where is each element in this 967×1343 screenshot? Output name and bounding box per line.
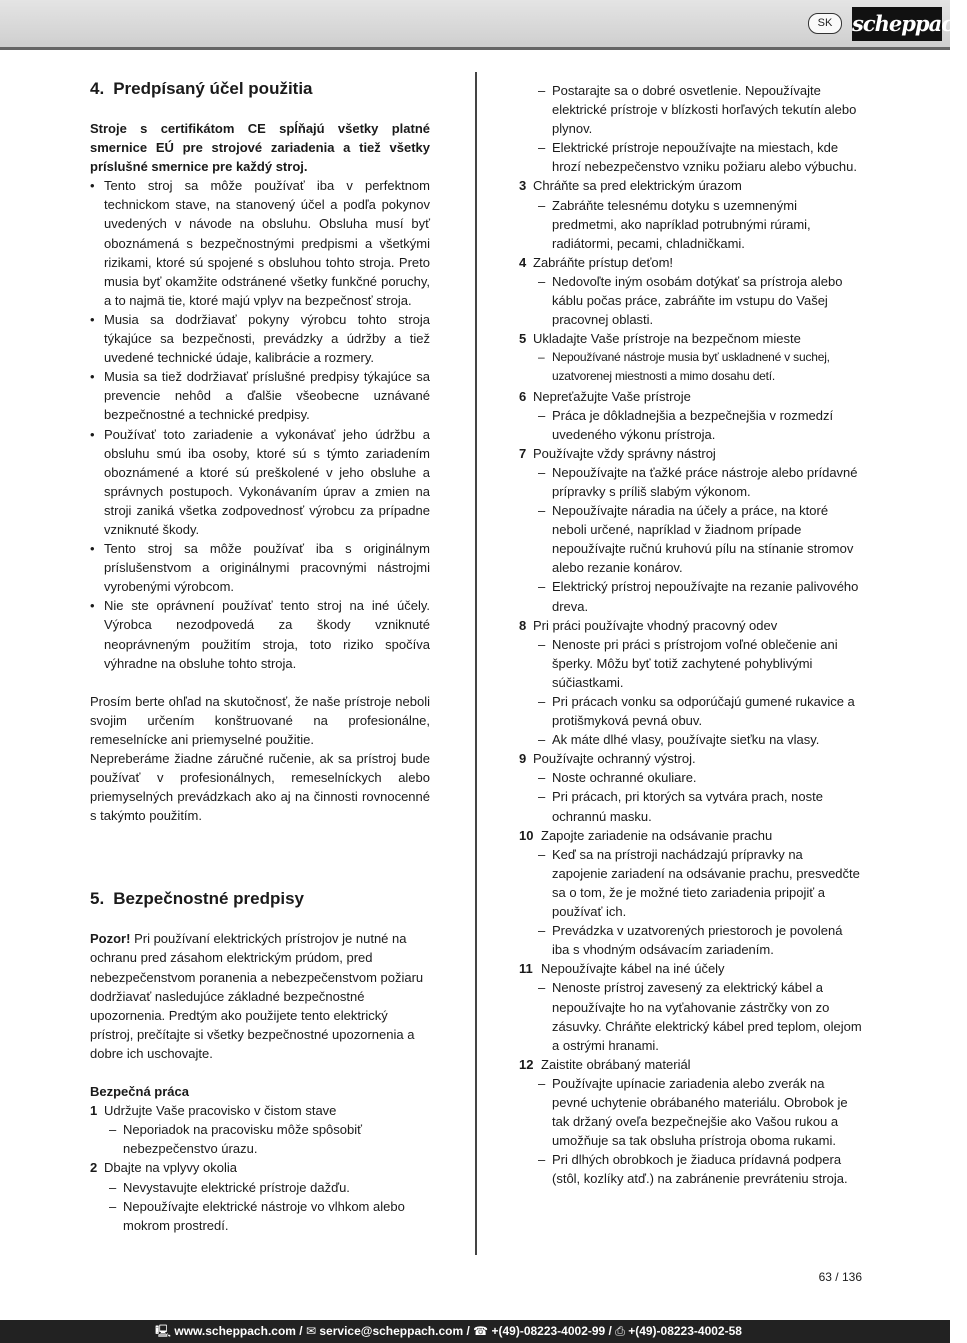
item-title: Pri práci používajte vhodný pracovný odev [533, 617, 778, 633]
item-number: 7 [519, 445, 527, 461]
sub-item: – Nenoste pri práci s prístrojom voľné oblečenie ani šperky. Môžu byť totiž zachytené pohyblivými súčiastkami. [519, 635, 862, 692]
sub-item: – Nedovoľte iným osobám dotýkať sa prístroja alebo káblu počas práce, zabráňte im vstupu do Vašej pracovnej oblasti. [519, 272, 862, 329]
column-divider [475, 72, 477, 1255]
numbered-item-12 [519, 1055, 862, 1074]
item-number: 8 [519, 617, 527, 633]
sub-item: – Noste ochranné okuliare. [519, 768, 862, 787]
item-title: Zaistite obrábaný materiál [541, 1056, 691, 1072]
sub-item: – Nepoužívajte elektrické nástroje vo vlhkom alebo mokrom prostredí. [90, 1197, 430, 1235]
numbered-item-3 [519, 176, 862, 195]
sub-item: – Pri prácach vonku sa odporúčajú gumené rukavice a protišmyková pevná obuv. [519, 692, 862, 730]
footer-separator: / [463, 1324, 474, 1338]
sub-item: – Nenoste prístroj zavesený za elektrický kábel a nepoužívajte ho na vyťahovanie zástrčky von zo zásuvky. Chráňte elektrický kábel pred teplom, olejom a ostrými hranami. [519, 978, 862, 1054]
page-number: 63 / 136 [818, 1270, 862, 1284]
section-4-paragraph-2: Nepreberáme žiadne záručné ručenie, ak sa prístroj bude používať v profesionálnych, remeselníckych alebo priemyselných prevádzkach ako aj na činnosti rovnocenné s takýmto použitím. [90, 751, 430, 824]
sub-item: – Elektrické prístroje nepoužívajte na miestach, kde hrozí nebezpečenstvo vzniku požiaru alebo výbuchu. [519, 138, 862, 176]
item-title: Dbajte na vplyvy okolia [104, 1160, 237, 1176]
sub-item: – Nepoužívané nástroje musia byť uskladnené v suchej, uzatvorenej miestnosti a mimo dosahu detí. [519, 348, 862, 386]
footer-website[interactable]: www.scheppach.com [174, 1324, 296, 1338]
phone-icon: ☎ [473, 1324, 489, 1338]
footer-phone: +(49)-08223-4002-99 [491, 1324, 606, 1338]
mail-icon: ✉ [305, 1324, 317, 1338]
sub-item: – Pri dlhých obrobkoch je žiaduca prídavná podpera (stôl, kozlíky atď.) na zabránenie prevráteniu stroja. [519, 1150, 862, 1188]
item-number: 6 [519, 388, 527, 404]
section-4-bullets [90, 176, 430, 672]
numbered-item-5 [519, 329, 862, 348]
item-number: 1 [90, 1103, 98, 1119]
computer-icon: 🖳 [155, 1324, 172, 1338]
item-number: 3 [519, 178, 527, 194]
warning-label: Pozor! [90, 931, 131, 947]
sub-item: – Zabráňte telesnému dotyku s uzemnenými predmetmi, ako napríklad potrubnými rúrami, radiátormi, pecami, chladničkami. [519, 196, 862, 253]
section-5-title: Bezpečnostné predpisy [113, 889, 305, 909]
item-title: Nepoužívajte kábel na iné účely [541, 961, 725, 977]
item-title: Chráňte sa pred elektrickým úrazom [533, 178, 742, 194]
header-bar [0, 0, 967, 50]
sub-item: – Keď sa na prístroji nachádzajú prípravky na zapojenie zariadení na odsávanie prachu, presvedčte sa o tom, že je možné tieto zariadenia pripojiť a používať ich. [519, 845, 862, 921]
section-5-number: 5. [90, 889, 105, 909]
item-number: 9 [519, 751, 527, 767]
sub-item: – Elektrický prístroj nepoužívajte na rezanie palivového dreva. [519, 577, 862, 615]
item-title: Udržujte Vaše pracovisko v čistom stave [104, 1103, 337, 1119]
right-column [519, 81, 862, 1188]
footer-separator: / [295, 1324, 306, 1338]
section-5-heading [90, 888, 430, 910]
footer-bar [0, 1320, 950, 1343]
item-number: 10 [519, 827, 534, 843]
numbered-item-4 [519, 253, 862, 272]
warning-text: Pri používaní elektrických prístrojov je nutné na ochranu pred zásahom elektrickým prúdom, pred nebezpečenstvom poranenia a nebezpečenstvom požiaru dodržiavať nasledujúce základné bezpečnostné upozornenia. Predtým ako použijete tento elektrický prístroj, prečítajte si všetky bezpečnostné upozornenia a dobre ich uschovajte. [90, 931, 424, 1061]
sub-item: – Neporiadok na pracovisku môže spôsobiť nebezpečenstvo úrazu. [90, 1120, 430, 1158]
item-number: 12 [519, 1056, 534, 1072]
section-5-warning [90, 929, 430, 1063]
sub-item: – Postarajte sa o dobré osvetlenie. Nepoužívajte elektrické prístroje v blízkosti horľavých tekutín alebo plynov. [519, 81, 862, 138]
sub-item: – Ak máte dlhé vlasy, používajte sieťku na vlasy. [519, 730, 862, 749]
sub-item: – Používajte upínacie zariadenia alebo zverák na pevné uchytenie obrábaného materiálu. Obrobok je tak držaný oveľa bezpečnejšie ako Vašou rukou a umožňuje sa tak obsluha prístroja oboma rukami. [519, 1074, 862, 1150]
item-title: Používajte ochranný výstroj. [533, 751, 696, 767]
footer-separator: / [605, 1324, 616, 1338]
numbered-item-9 [519, 749, 862, 768]
left-column [90, 78, 430, 1235]
section-4-intro: Stroje s certifikátom CE spĺňajú všetky platné smernice EÚ pre strojové zariadenia a tiež všetky príslušné smernice pre každý stroj. [90, 121, 430, 175]
list-item: • Musia sa dodržiavať pokyny výrobcu tohto stroja týkajúce sa bezpečnosti, prevádzky a údržby a tiež uvedené technické údaje, kalibrácie a rozmery. [90, 310, 430, 367]
item-number: 5 [519, 331, 527, 347]
sub-item: – Práca je dôkladnejšia a bezpečnejšia v rozmedzí uvedeného výkonu prístroja. [519, 406, 862, 444]
item-title: Zabráňte prístup deťom! [533, 254, 674, 270]
numbered-item-6 [519, 387, 862, 406]
numbered-item-2 [90, 1158, 430, 1177]
numbered-item-8 [519, 616, 862, 635]
brand-logo: scheppach [852, 7, 942, 41]
item-title: Používajte vždy správny nástroj [533, 445, 716, 461]
footer-email[interactable]: service@scheppach.com [319, 1324, 464, 1338]
numbered-item-7 [519, 444, 862, 463]
item-number: 11 [519, 961, 533, 977]
item-number: 2 [90, 1160, 98, 1176]
sub-item: – Nepoužívajte na ťažké práce nástroje alebo prídavné prípravky s príliš slabým výkonom. [519, 463, 862, 501]
footer-fax: +(49)-08223-4002-58 [628, 1324, 742, 1338]
list-item: • Nie ste oprávnení používať tento stroj na iné účely. Výrobca nezodpovedá za škody vzniknuté neoprávneným použitím stroja, toto riziko spočíva výhradne na obsluhe tohto stroja. [90, 596, 430, 672]
section-4-paragraph-1: Prosím berte ohľad na skutočnosť, že naše prístroje neboli svojim určením konštruované na profesionálne, remeselnícke ani priemyselné použitie. [90, 693, 430, 747]
numbered-item-1 [90, 1101, 430, 1120]
list-item: • Musia sa tiež dodržiavať príslušné predpisy týkajúce sa prevencie nehôd a ďalšie všeobecne uznávané bezpečnostné a technické predpisy. [90, 367, 430, 424]
fax-icon: ⎙ [615, 1324, 625, 1338]
item-title: Ukladajte Vaše prístroje na bezpečnom mieste [533, 331, 801, 347]
language-badge: SK [808, 13, 842, 34]
list-item: • Tento stroj sa môže používať iba v perfektnom technickom stave, na stanovený účel a podľa pokynov uvedených v návode na obsluhu. Obsluha musí byť oboznámená s bezpečnostnými predpismi a všetkými rizikami, ktoré sú spojené s obsluhou tohto stroja. Preto musia byť okamžite odstránené všetky funkčné poruchy, a to najmä tie, ktoré majú vplyv na bezpečnosť stroja. [90, 176, 430, 310]
item-number: 4 [519, 254, 527, 270]
section-4-title: Predpísaný účel použitia [113, 79, 313, 98]
sub-item: – Nevystavujte elektrické prístroje dažďu. [90, 1178, 430, 1197]
list-item: • Používať toto zariadenie a vykonávať jeho údržbu a obsluhu smú iba osoby, ktoré sú s týmto zariadením oboznámené a ktoré sú preškolené v jeho obsluhe a správnych postupoch. Vykonávaním úprav a zmien na stroji zaniká všetka zodpovednosť výrobcu za prípadne vzniknuté škody. [90, 425, 430, 540]
item-title: Zapojte zariadenie na odsávanie prachu [541, 827, 773, 843]
sub-item: – Prevádzka v uzatvorených priestoroch je povolená iba s vhodným odsávacím zariadením. [519, 921, 862, 959]
sub-item: – Pri prácach, pri ktorých sa vytvára prach, noste ochrannú masku. [519, 787, 862, 825]
numbered-item-11 [519, 959, 862, 978]
list-item: • Tento stroj sa môže používať iba s originálnym príslušenstvom a originálnymi pracovnými nástrojmi vyrobenými výrobcom. [90, 539, 430, 596]
safe-work-title: Bezpečná práca [90, 1084, 189, 1100]
section-4-heading [90, 78, 430, 100]
numbered-item-10 [519, 826, 862, 845]
sub-item: – Nepoužívajte náradia na účely a práce, na ktoré neboli určené, napríklad v žiadnom prípade nepoužívajte ručnú kruhovú pílu na stínanie stromov alebo rezanie konárov. [519, 501, 862, 577]
section-4-number: 4. [90, 79, 105, 98]
item-title: Nepreťažujte Vaše prístroje [533, 388, 691, 404]
